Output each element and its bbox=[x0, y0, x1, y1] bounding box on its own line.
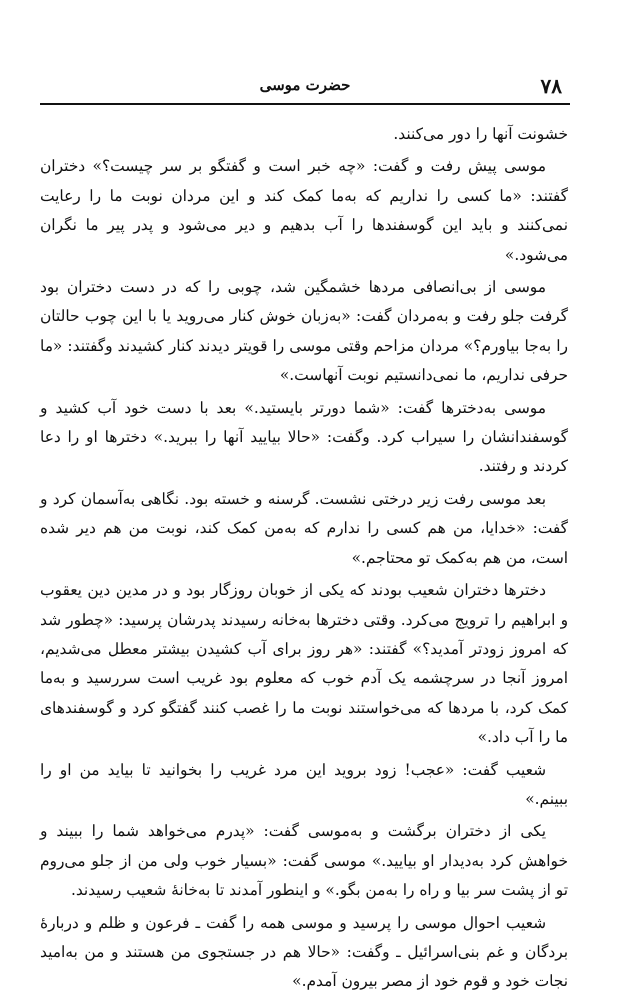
page-header bbox=[40, 72, 570, 102]
header-rule bbox=[40, 103, 570, 105]
paragraph: موسی به‌دخترها گفت: «شما دورتر بایستید.» بعد با دست خود آب کشید و گوسفندانشان را سیراب کرد. وگفت: «حالا بیایید آنها را ببرید.» دخترها او را دعا کردند و رفتند. bbox=[40, 398, 568, 476]
paragraph: خشونت آنها را دور می‌کنند. bbox=[393, 125, 568, 143]
page-number: ۷۸ bbox=[540, 74, 562, 98]
paragraph: بعد موسی رفت زیر درختی نشست. گرسنه و خسته بود. نگاهی به‌آسمان کرد و گفت: «خدایا، من هم کسی را ندارم که به‌من کمک کند، نوبت من هم دیر شده است، من هم به‌کمک تو محتاجم.» bbox=[40, 489, 568, 567]
paragraph: موسی پیش رفت و گفت: «چه خبر است و گفتگو بر سر چیست؟» دختران گفتند: «ما کسی را نداریم که به‌ما کمک کند و این مردان نوبت ما را رعایت نمی‌کنند و باید این گوسفندها را آب بدهیم و دیر می‌شود و پدر پیر ما نگران می‌شود.» bbox=[40, 157, 568, 264]
paragraph: شعیب احوال موسی را پرسید و موسی همه را گفت ـ فرعون و ظلم و دربارهٔ بردگان و غم بنی‌اسرائیل ـ وگفت: «حالا هم در جستجوی من هستند و من به‌امید نجات خود و قوم خود از مصر بیرون آمدم.» bbox=[40, 913, 568, 991]
running-title: حضرت موسی bbox=[259, 76, 351, 94]
body-text bbox=[40, 120, 568, 1000]
paragraph: شعیب گفت: «عجب! زود بروید این مرد غریب را بخوانید تا بیاید من او را ببینم.» bbox=[40, 760, 568, 808]
paragraph: دخترها دختران شعیب بودند که یکی از خوبان روزگار بود و در مدین دین یعقوب و ابراهیم را ترویج می‌کرد. وقتی دخترها به‌خانه رسیدند پدرشان پرسید: «چطور شد که امروز زودتر آمدید؟» گفتند: «هر روز برای آب کشیدن بیشتر معطل می‌شدیم، امروز آنجا در سرچشمه یک آدم خوب که معلوم بود غریب است سررسید و به‌ما کمک کرد، با مردها که می‌خواستند نوبت ما را غصب کنند گفتگو کرد و گوسفندهای ما را آب داد.» bbox=[40, 581, 568, 747]
paragraph: یکی از دختران برگشت و به‌موسی گفت: «پدرم می‌خواهد شما را ببیند و خواهش کرد به‌دیدار او بیایید.» موسی گفت: «بسیار خوب ولی من از جلو می‌روم تو از پشت سر بیا و راه را به‌من بگو.» و اینطور آمدند تا به‌خانهٔ شعیب رسیدند. bbox=[40, 822, 568, 900]
paragraph: موسی از بی‌انصافی مردها خشمگین شد، چوبی را که در دست دختران بود گرفت جلو رفت و به‌مردان گفت: «به‌زبان خوش کنار می‌روید یا با این چوب حالتان را به‌جا بیاورم؟» مردان مزاحم وقتی موسی را قویتر دیدند کنار کشیدند وگفتند: «ما حرفی نداریم، ما نمی‌دانستیم نوبت آنهاست.» bbox=[40, 278, 568, 385]
